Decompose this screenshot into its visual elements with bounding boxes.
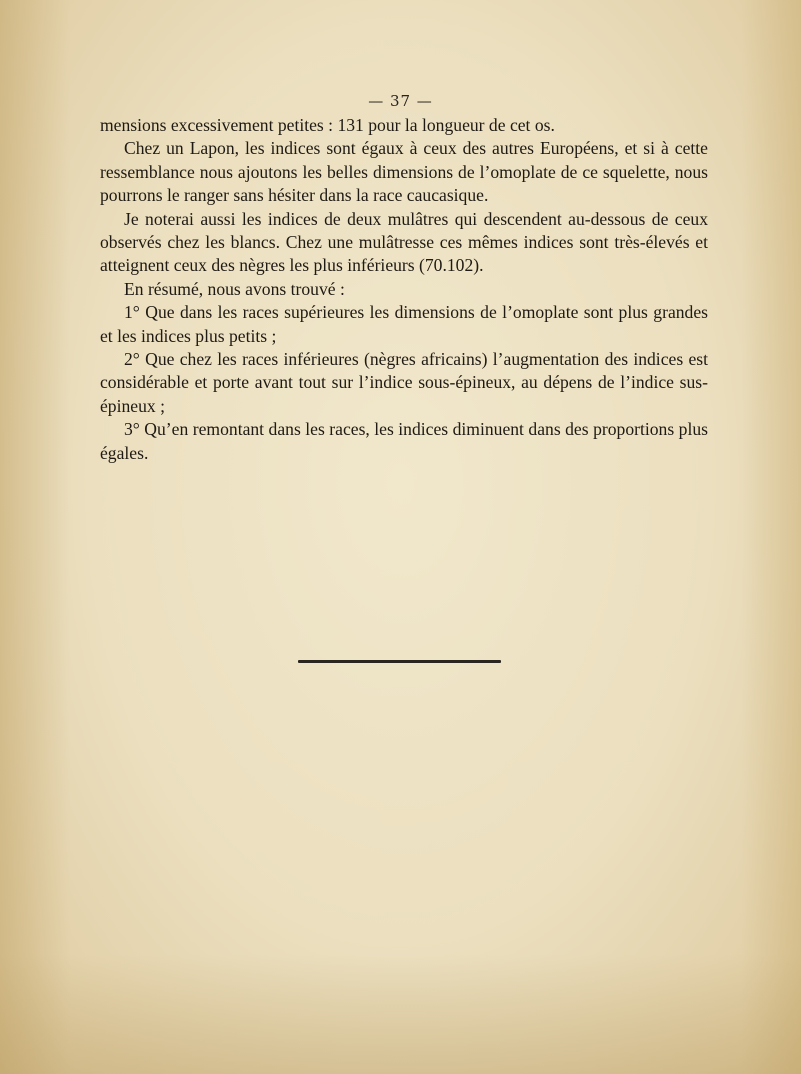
paragraph-mulatres: Je noterai aussi les indices de deux mulâtres qui descendent au-dessous de ceux observés chez les blancs. Chez une mulâtresse ces mêmes indices sont très-élevés et atteignent ceux des nègres les plus inférieurs (70.102). — [100, 208, 708, 276]
paragraph-resume: En résumé, nous avons trouvé : — [124, 278, 345, 299]
page-number: — 37 — — [368, 92, 433, 110]
body-text — [100, 114, 708, 465]
page-edge-stain-bottom — [0, 954, 801, 1074]
conclusion-item-2: 2° Que chez les races inférieures (nègres africains) l’augmentation des indices est considérable et porte avant tout sur l’indice sous-épineux, au dépens de l’indice sus-épineux ; — [100, 349, 708, 416]
paragraph-continuation: mensions excessivement petites : 131 pour la longueur de cet os. — [100, 115, 555, 135]
conclusion-item-1: 1° Que dans les races supérieures les dimensions de l’omoplate sont plus grandes et les indices plus petits ; — [100, 302, 708, 346]
paragraph-lapon: Chez un Lapon, les indices sont égaux à ceux des autres Européens, et si à cette ressemblance nous ajoutons les belles dimensions de l’omoplate de ce squelette, nous pourrons le ranger sans hésiter dans la race caucasique. — [100, 138, 708, 206]
page-edge-stain-left — [0, 0, 70, 1074]
section-divider-rule — [298, 660, 501, 663]
conclusion-item-3: 3° Qu’en remontant dans les races, les indices diminuent dans des proportions plus égales. — [100, 419, 708, 463]
page-edge-stain-right — [741, 0, 801, 1074]
